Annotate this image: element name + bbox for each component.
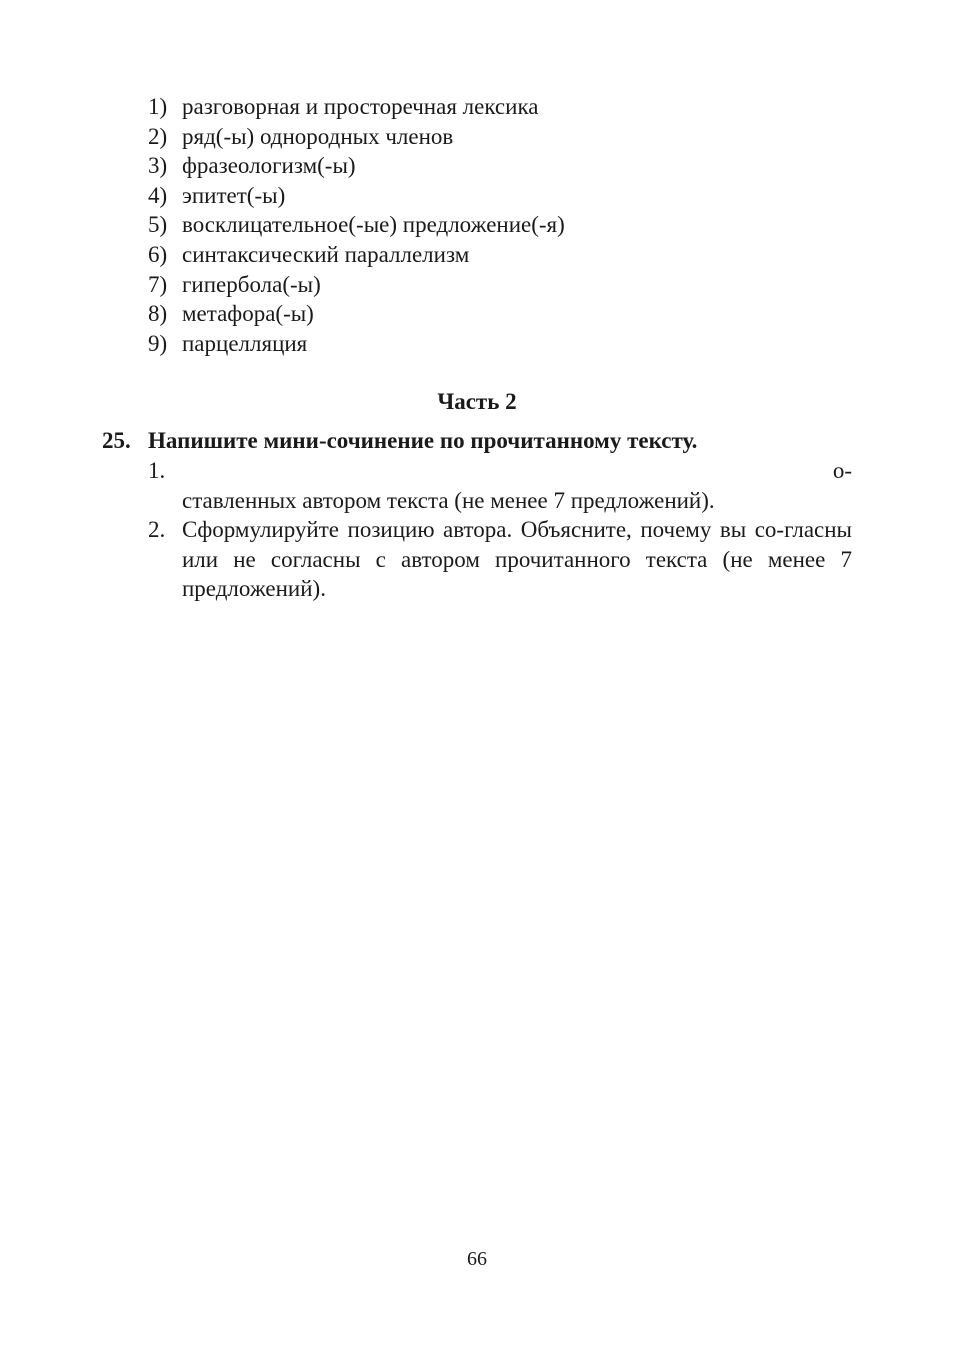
task-items-list <box>102 456 852 604</box>
task-item-first-line <box>182 456 852 486</box>
list-item <box>148 181 768 211</box>
task-title <box>102 426 852 456</box>
task-item-text: ставленных автором текста (не менее 7 предложений). <box>182 487 715 513</box>
list-item <box>148 329 768 359</box>
list-item-number: 2) <box>148 123 168 149</box>
list-item-number: 4) <box>148 182 168 208</box>
list-item-number: 3) <box>148 153 168 179</box>
list-item-number: 7) <box>148 271 168 297</box>
list-item-text: эпитет(-ы) <box>182 182 286 208</box>
list-item-text: фразеологизм(-ы) <box>182 153 356 179</box>
list-item-text: парцелляция <box>182 330 308 356</box>
task-item-text: Сформулируйте позицию автора. Объясните, почему вы со-гласны или не согласны с автором прочитанного текста (не менее 7 предложений). <box>182 517 852 602</box>
part-heading: Часть 2 <box>437 389 517 414</box>
list-item <box>148 299 768 329</box>
list-item-number: 5) <box>148 212 168 238</box>
task-item-line-end: о- <box>832 458 852 483</box>
list-item-text: метафора(-ы) <box>182 301 314 327</box>
list-item-text: восклицательное(-ые) предложение(-я) <box>182 212 565 238</box>
task-item <box>102 515 852 604</box>
means-of-expression-list <box>148 92 768 358</box>
list-item <box>148 240 768 270</box>
task-title-text: Напишите мини-сочинение по прочитанному тексту. <box>148 428 698 453</box>
list-item <box>148 270 768 300</box>
list-item-number: 6) <box>148 241 168 267</box>
blank-line-space <box>182 456 188 486</box>
task-item-number: 1. <box>148 458 166 483</box>
list-item-text: ряд(-ы) однородных членов <box>182 123 454 149</box>
task-item-number: 2. <box>148 517 166 543</box>
list-item <box>148 210 768 240</box>
task-number: 25. <box>102 428 131 453</box>
list-item-number: 9) <box>148 330 168 356</box>
task-item <box>102 456 852 515</box>
task-block <box>102 426 852 604</box>
list-item <box>148 122 768 152</box>
list-item-text: разговорная и просторечная лексика <box>182 94 539 119</box>
list-item <box>148 151 768 181</box>
list-item-text: гипербола(-ы) <box>182 271 321 297</box>
list-item-text: синтаксический параллелизм <box>182 241 470 267</box>
page-number: 66 <box>467 1248 487 1270</box>
list-item <box>148 92 768 122</box>
list-item-number: 8) <box>148 301 168 327</box>
list-item-number: 1) <box>148 94 168 119</box>
